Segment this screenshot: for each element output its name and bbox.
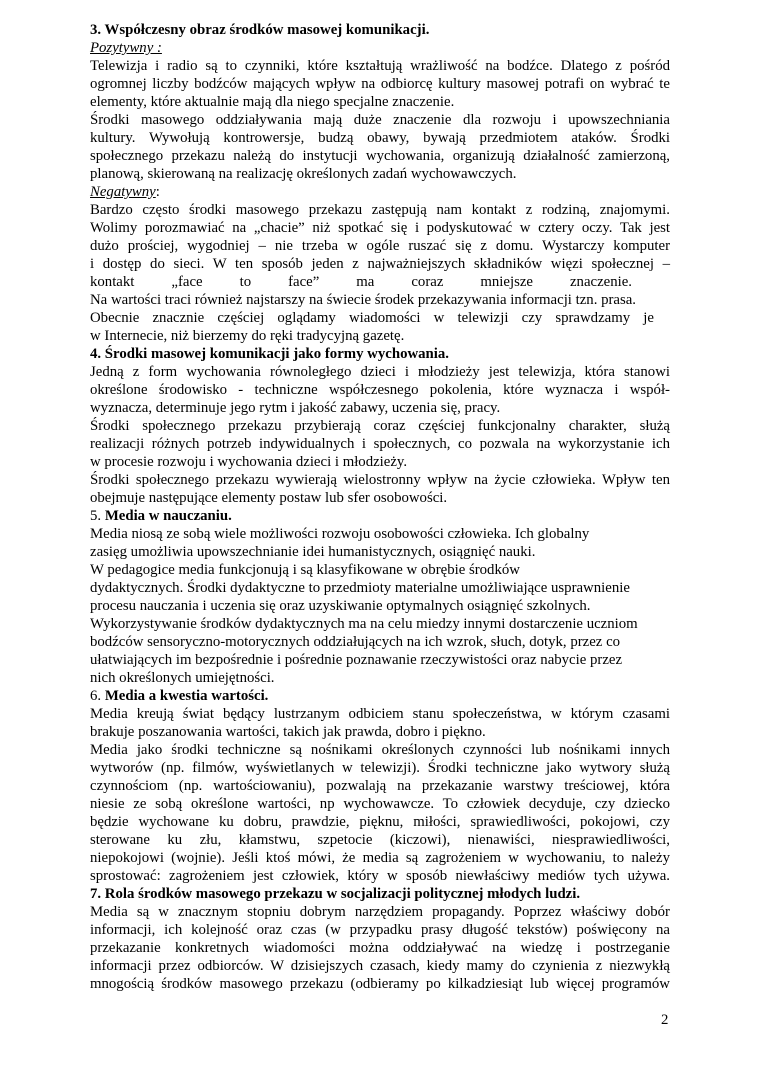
paragraph-line: kultury. Wywołują kontrowersje, budzą obawy, bywają przedmiotem ataków. Środki [90, 130, 670, 146]
paragraph-line: Media są w znacznym stopniu dobrym narzędziem propagandy. Poprzez właściwy dobór [90, 904, 670, 920]
paragraph-line: czynnościom (np. wartościowaniu), pozwalają na przekazanie warstwy treściowej, która [90, 778, 670, 794]
negative-label-colon: : [155, 184, 160, 200]
paragraph-line: określone środowisko - techniczne współczesnego pokolenia, które wyznacza i współ- [90, 382, 670, 398]
paragraph-line: sprostować: zagrożeniem jest człowiek, który w sposób niewłaściwy mediów tych używa. [90, 868, 670, 884]
section-6-number: 6. [90, 688, 102, 704]
paragraph-line: kontakt „face to face” ma coraz mniejsze znaczenie. [90, 274, 632, 290]
paragraph-line: informacji, ich kolejność oraz czas (w przypadku prasy długość tekstów) poświęcony na [90, 922, 670, 938]
paragraph-line: Wolimy porozmawiać na „chacie” niż spotkać się i podyskutować w cztery oczy. Tak jest [90, 220, 670, 236]
paragraph-line: Bardzo często środki masowego przekazu zastępują nam kontakt z rodziną, znajomymi. [90, 202, 670, 218]
paragraph-line: Środki masowego oddziaływania mają duże znaczenie dla rozwoju i upowszechniania [90, 112, 670, 128]
paragraph-line: Środki społecznego przekazu przybierają coraz częściej funkcjonalny charakter, służą [90, 418, 670, 434]
paragraph-line: dydaktycznych. Środki dydaktyczne to przedmioty materialne umożliwiające usprawnienie [90, 580, 630, 596]
section-4-heading: 4. Środki masowej komunikacji jako formy wychowania. [90, 346, 449, 362]
paragraph-line: ogromnej liczby bodźców mających wpływ na odbiorcę kultury masowej potrafi on wybrać te [90, 76, 670, 92]
paragraph-line: brakuje poszanowania wartości, takich jak prawda, dobro i piękno. [90, 724, 486, 740]
paragraph-line: Media jako środki techniczne są nośnikami określonych czynności lub nośnikami innych [90, 742, 670, 758]
paragraph-line: dużo prościej, wygodniej – nie trzeba w ogóle ruszać się z domu. Wystarczy komputer [90, 238, 670, 254]
paragraph-line: zasięg umożliwia upowszechnianie idei humanistycznych, osiągnięć nauki. [90, 544, 536, 560]
paragraph-line: sterowane ku złu, kłamstwu, szpetocie (kiczowi), nienawiści, niesprawiedliwości, [90, 832, 670, 848]
paragraph-line: nich określonych umiejętności. [90, 670, 275, 686]
paragraph-line: Obecnie znacznie częściej oglądamy wiadomości w telewizji czy sprawdzamy je [90, 310, 654, 326]
paragraph-line: elementy, które aktualnie mają dla niego specjalne znaczenie. [90, 94, 455, 110]
section-6-heading: Media a kwestia wartości. [104, 688, 269, 704]
section-3-heading: 3. Współczesny obraz środków masowej komunikacji. [90, 22, 430, 38]
paragraph-line: niepokojowi (wojnie). Jeśli ktoś mówi, że media są zagrożeniem w wychowaniu, to należy [90, 850, 670, 866]
paragraph-line: wyznacza, determinuje jego rytm i jakość zabawy, uczenia się, pracy. [90, 400, 501, 416]
paragraph-line: bodźców sensoryczno-motorycznych oddziałujących na ich wzrok, słuch, dotyk, przez co [90, 634, 621, 650]
positive-label: Pozytywny : [90, 40, 162, 56]
paragraph-line: realizacji różnych potrzeb indywidualnych i społecznych, co pozwala na wykorzystanie ich [90, 436, 670, 452]
paragraph-line: obejmuje następujące elementy postaw lub sfer osobowości. [90, 490, 448, 506]
paragraph-line: w procesie rozwoju i wychowania dzieci i młodzieży. [90, 454, 408, 470]
section-5-heading: Media w nauczaniu. [104, 508, 232, 524]
paragraph-line: Środki społecznego przekazu wywierają wielostronny wpływ na życie człowieka. Wpływ ten [90, 472, 670, 488]
paragraph-line: niesie ze sobą określone wartości, np wychowawcze. To człowiek decyduje, czy dziecko [90, 796, 670, 812]
paragraph-line: informacji przez odbiorców. W dzisiejszych czasach, kiedy mamy do czynienia z niezwykłą [90, 958, 670, 974]
paragraph-line: i dostęp do sieci. W ten sposób jeden z najważniejszych składników więzi społecznej – [90, 256, 670, 272]
document-page [90, 21, 670, 993]
paragraph-line: wytworów (np. filmów, wyświetlanych w telewizji). Środki techniczne jako wytwory służą [90, 760, 670, 776]
section-5-number: 5. [90, 508, 102, 524]
paragraph-line: Media niosą ze sobą wiele możliwości rozwoju osobowości człowieka. Ich globalny [90, 526, 590, 542]
paragraph-line: procesu nauczania i uczenia się oraz uzyskiwanie optymalnych osiągnięć szkolnych. [90, 598, 591, 614]
paragraph-line: będzie wychowane ku dobru, prawdzie, pięknu, miłości, sprawiedliwości, pokojowi, czy [90, 814, 670, 830]
section-7-heading: 7. Rola środków masowego przekazu w socjalizacji politycznej młodych ludzi. [90, 886, 581, 902]
paragraph-line: W pedagogice media funkcjonują i są klasyfikowane w obrębie środków [90, 562, 520, 578]
page-number: 2 [661, 1012, 669, 1028]
paragraph-line: mnogością środków masowego przekazu (odbieramy po kilkadziesiąt lub więcej programów [90, 976, 670, 992]
paragraph-line: Wykorzystywanie środków dydaktycznych ma na celu miedzy innymi dostarczenie uczniom [90, 616, 638, 632]
paragraph-line: w Internecie, niż bierzemy do ręki tradycyjną gazetę. [90, 328, 405, 344]
paragraph-line: Media kreują świat będący lustrzanym odbiciem stanu społeczeństwa, w którym czasami [90, 706, 670, 722]
paragraph-line: Telewizja i radio są to czynniki, które kształtują wrażliwość na bodźce. Dlatego z pośród [90, 58, 670, 74]
negative-label: Negatywny [90, 184, 156, 200]
paragraph-line: ułatwiających im bezpośrednie i pośrednie poznawanie rzeczywistości oraz nabycie przez [90, 652, 623, 668]
paragraph-line: planową, skierowaną na realizację określonych zadań wychowawczych. [90, 166, 517, 182]
paragraph-line: Jedną z form wychowania równoległego dzieci i młodzieży jest telewizja, która stanowi [90, 364, 670, 380]
paragraph-line: Na wartości traci również najstarszy na świecie środek przekazywania informacji tzn. prasa. [90, 292, 637, 308]
paragraph-line: przekazanie konkretnych wiadomości można oddziaływać na wiedzę i postrzeganie [90, 940, 670, 956]
paragraph-line: społecznego przekazu należą do instytucji wychowania, organizują działalność zamierzoną, [90, 148, 670, 164]
